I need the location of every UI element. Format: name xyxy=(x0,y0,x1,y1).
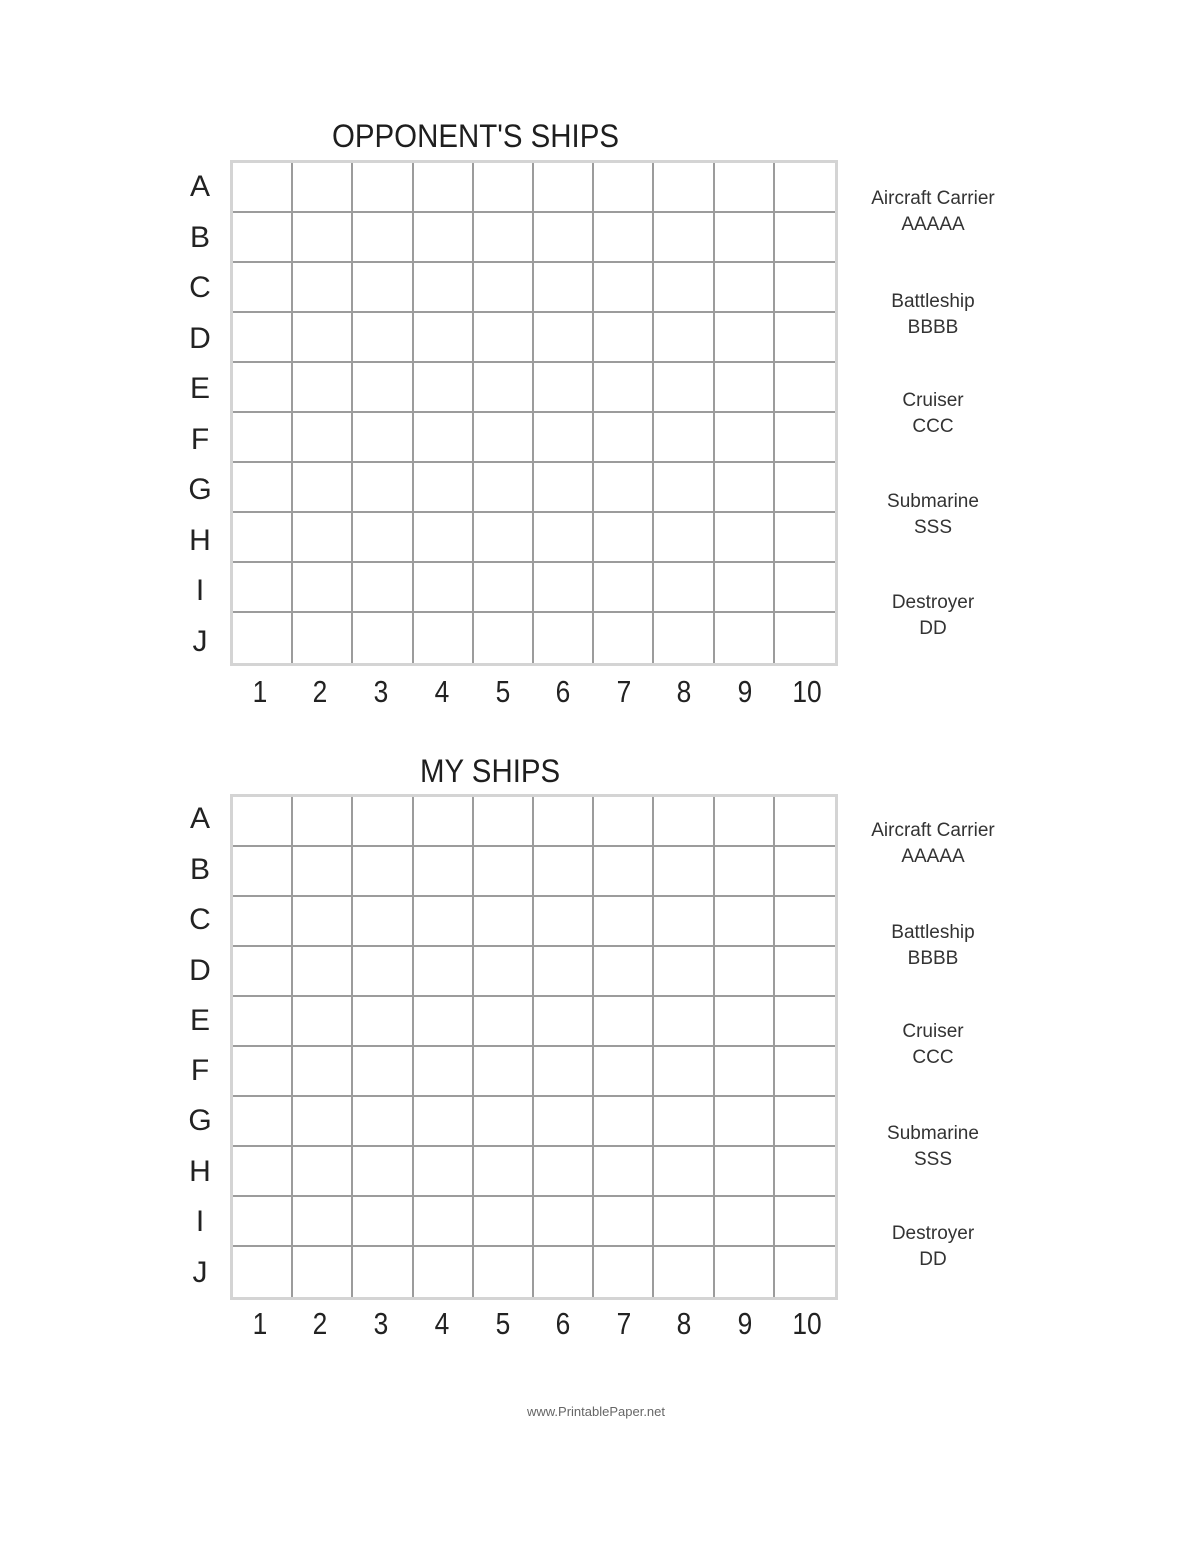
grid-cell-J8[interactable] xyxy=(654,1247,714,1297)
grid-cell-F3[interactable] xyxy=(353,413,413,463)
grid-cell-F7[interactable] xyxy=(594,413,654,463)
grid-cell-G5[interactable] xyxy=(474,1097,534,1147)
grid-cell-B8[interactable] xyxy=(654,213,714,263)
grid-cell-F8[interactable] xyxy=(654,1047,714,1097)
row-label: G xyxy=(188,473,212,506)
board-title: MY SHIPS xyxy=(420,753,561,789)
column-label: 1 xyxy=(252,674,268,709)
grid-cell-F6[interactable] xyxy=(534,1047,594,1097)
column-label: 3 xyxy=(373,674,389,709)
column-label: 10 xyxy=(792,674,822,709)
grid-cell-J7[interactable] xyxy=(594,1247,654,1297)
grid-cell-A10[interactable] xyxy=(775,163,835,213)
grid-cell-I3[interactable] xyxy=(353,563,413,613)
grid-cell-E6[interactable] xyxy=(534,997,594,1047)
ship-destroyer xyxy=(848,1221,1018,1273)
grid-cell-B3[interactable] xyxy=(353,213,413,263)
grid-cell-A1[interactable] xyxy=(233,163,293,213)
grid-cell-E3[interactable] xyxy=(353,363,413,413)
column-label: 5 xyxy=(495,674,511,709)
row-label: I xyxy=(195,574,205,607)
grid-cell-E7[interactable] xyxy=(594,997,654,1047)
grid-cell-C5[interactable] xyxy=(474,263,534,313)
grid-cell-J2[interactable] xyxy=(293,613,353,663)
grid-cell-I2[interactable] xyxy=(293,1197,353,1247)
grid-cell-E4[interactable] xyxy=(414,363,474,413)
grid-cell-J3[interactable] xyxy=(353,1247,413,1297)
ship-aircraft-carrier xyxy=(848,186,1018,238)
row-label: E xyxy=(189,372,210,405)
grid-cell-F1[interactable] xyxy=(233,413,293,463)
grid-cell-I6[interactable] xyxy=(534,563,594,613)
row-label: E xyxy=(189,1004,210,1037)
grid-cell-A6[interactable] xyxy=(534,797,594,847)
grid-cell-A6[interactable] xyxy=(534,163,594,213)
grid-cell-D9[interactable] xyxy=(715,313,775,363)
grid-cell-F5[interactable] xyxy=(474,1047,534,1097)
row-label: H xyxy=(189,1155,211,1188)
row-label: I xyxy=(195,1205,205,1238)
grid-cell-B8[interactable] xyxy=(654,847,714,897)
ship-code: CCC xyxy=(912,1047,954,1068)
grid-cell-C1[interactable] xyxy=(233,263,293,313)
column-label: 8 xyxy=(676,1306,692,1341)
grid-cell-H4[interactable] xyxy=(414,513,474,563)
grid-cell-B7[interactable] xyxy=(594,847,654,897)
grid-cell-F4[interactable] xyxy=(414,1047,474,1097)
grid-cell-G9[interactable] xyxy=(715,463,775,513)
grid-cell-C2[interactable] xyxy=(293,263,353,313)
grid-cell-B1[interactable] xyxy=(233,213,293,263)
ship-cruiser xyxy=(848,1019,1018,1071)
column-label: 7 xyxy=(616,674,632,709)
row-label: G xyxy=(188,1104,212,1137)
grid-cell-D1[interactable] xyxy=(233,313,293,363)
row-label: H xyxy=(189,524,211,557)
grid-cell-J4[interactable] xyxy=(414,1247,474,1297)
grid-cell-B1[interactable] xyxy=(233,847,293,897)
grid-cell-I10[interactable] xyxy=(775,563,835,613)
grid-cell-G10[interactable] xyxy=(775,463,835,513)
grid-cell-G2[interactable] xyxy=(293,1097,353,1147)
grid-cell-J4[interactable] xyxy=(414,613,474,663)
grid-cell-B4[interactable] xyxy=(414,847,474,897)
grid-cell-E5[interactable] xyxy=(474,997,534,1047)
grid-cell-A9[interactable] xyxy=(715,163,775,213)
grid-cell-D2[interactable] xyxy=(293,313,353,363)
grid-cell-J6[interactable] xyxy=(534,1247,594,1297)
grid-cell-H8[interactable] xyxy=(654,513,714,563)
grid-cell-C3[interactable] xyxy=(353,897,413,947)
grid-cell-I6[interactable] xyxy=(534,1197,594,1247)
row-label: B xyxy=(189,853,210,886)
grid-cell-E8[interactable] xyxy=(654,363,714,413)
ship-submarine xyxy=(848,1121,1018,1173)
grid-cell-A7[interactable] xyxy=(594,163,654,213)
grid-cell-H7[interactable] xyxy=(594,513,654,563)
ship-name: Aircraft Carrier xyxy=(871,820,995,841)
grid-cell-B9[interactable] xyxy=(715,213,775,263)
grid-cell-E1[interactable] xyxy=(233,363,293,413)
ship-code: CCC xyxy=(912,416,954,437)
grid-cell-C6[interactable] xyxy=(534,263,594,313)
grid-cell-B6[interactable] xyxy=(534,213,594,263)
grid-cell-G9[interactable] xyxy=(715,1097,775,1147)
grid-cell-J10[interactable] xyxy=(775,613,835,663)
column-labels xyxy=(230,1306,838,1346)
grid-cell-D5[interactable] xyxy=(474,313,534,363)
grid-cell-C4[interactable] xyxy=(414,897,474,947)
grid-cell-D2[interactable] xyxy=(293,947,353,997)
grid-cell-I7[interactable] xyxy=(594,563,654,613)
ship-aircraft-carrier xyxy=(848,818,1018,870)
grid-cell-J7[interactable] xyxy=(594,613,654,663)
grid-cell-H6[interactable] xyxy=(534,1147,594,1197)
grid-cell-A5[interactable] xyxy=(474,163,534,213)
grid-cell-D4[interactable] xyxy=(414,947,474,997)
grid-cell-F3[interactable] xyxy=(353,1047,413,1097)
grid-cell-H10[interactable] xyxy=(775,1147,835,1197)
ship-name: Submarine xyxy=(887,1123,979,1144)
grid-cell-E9[interactable] xyxy=(715,997,775,1047)
grid-cell-I8[interactable] xyxy=(654,1197,714,1247)
row-label: J xyxy=(192,1256,208,1289)
grid-cell-D3[interactable] xyxy=(353,947,413,997)
column-label: 9 xyxy=(737,1306,753,1341)
grid-cell-H1[interactable] xyxy=(233,1147,293,1197)
grid-cell-F2[interactable] xyxy=(293,413,353,463)
grid-cell-J9[interactable] xyxy=(715,1247,775,1297)
grid-cell-D4[interactable] xyxy=(414,313,474,363)
grid-cell-A2[interactable] xyxy=(293,163,353,213)
grid-cell-A7[interactable] xyxy=(594,797,654,847)
grid-cell-C1[interactable] xyxy=(233,897,293,947)
grid-cell-J9[interactable] xyxy=(715,613,775,663)
grid-cell-G3[interactable] xyxy=(353,1097,413,1147)
grid-cell-F10[interactable] xyxy=(775,1047,835,1097)
grid-cell-D9[interactable] xyxy=(715,947,775,997)
row-label: A xyxy=(189,802,210,835)
grid-cell-D1[interactable] xyxy=(233,947,293,997)
grid-cell-J5[interactable] xyxy=(474,1247,534,1297)
grid-cell-J6[interactable] xyxy=(534,613,594,663)
grid-cell-I1[interactable] xyxy=(233,563,293,613)
grid-cell-D8[interactable] xyxy=(654,947,714,997)
grid-cell-F10[interactable] xyxy=(775,413,835,463)
grid-cell-C2[interactable] xyxy=(293,897,353,947)
grid-cell-E6[interactable] xyxy=(534,363,594,413)
ship-battleship xyxy=(848,289,1018,341)
grid-cell-H10[interactable] xyxy=(775,513,835,563)
grid-cell-G7[interactable] xyxy=(594,1097,654,1147)
ship-code: BBBB xyxy=(907,317,959,338)
grid-cell-F9[interactable] xyxy=(715,413,775,463)
footer-url xyxy=(0,1404,1200,1419)
grid-cell-E10[interactable] xyxy=(775,363,835,413)
grid-cell-E4[interactable] xyxy=(414,997,474,1047)
grid-cell-D10[interactable] xyxy=(775,313,835,363)
opponent-grid[interactable] xyxy=(230,160,838,666)
grid-cell-D8[interactable] xyxy=(654,313,714,363)
row-label: D xyxy=(189,322,211,355)
column-label: 4 xyxy=(434,1306,450,1341)
grid-cell-A9[interactable] xyxy=(715,797,775,847)
column-label: 7 xyxy=(616,1306,632,1341)
grid-cell-I10[interactable] xyxy=(775,1197,835,1247)
ship-name: Battleship xyxy=(891,922,975,943)
grid-cell-A8[interactable] xyxy=(654,797,714,847)
grid-cell-B10[interactable] xyxy=(775,213,835,263)
grid-cell-F6[interactable] xyxy=(534,413,594,463)
grid-cell-E2[interactable] xyxy=(293,997,353,1047)
row-label: B xyxy=(189,221,210,254)
column-label: 9 xyxy=(737,674,753,709)
ship-name: Cruiser xyxy=(902,1021,964,1042)
ship-name: Destroyer xyxy=(891,592,975,613)
grid-cell-A3[interactable] xyxy=(353,163,413,213)
grid-cell-E7[interactable] xyxy=(594,363,654,413)
grid-cell-A2[interactable] xyxy=(293,797,353,847)
grid-cell-I2[interactable] xyxy=(293,563,353,613)
grid-cell-F9[interactable] xyxy=(715,1047,775,1097)
board-title: OPPONENT'S SHIPS xyxy=(332,118,619,154)
grid-cell-B6[interactable] xyxy=(534,847,594,897)
grid-cell-A4[interactable] xyxy=(414,797,474,847)
ship-name: Battleship xyxy=(891,291,975,312)
ship-name: Cruiser xyxy=(902,390,964,411)
column-label: 5 xyxy=(495,1306,511,1341)
grid-cell-H5[interactable] xyxy=(474,513,534,563)
grid-cell-A10[interactable] xyxy=(775,797,835,847)
grid-cell-C7[interactable] xyxy=(594,897,654,947)
grid-cell-G4[interactable] xyxy=(414,1097,474,1147)
grid-cell-G10[interactable] xyxy=(775,1097,835,1147)
grid-cell-C9[interactable] xyxy=(715,263,775,313)
grid-cell-G5[interactable] xyxy=(474,463,534,513)
ship-code: DD xyxy=(919,618,947,639)
grid-cell-B2[interactable] xyxy=(293,847,353,897)
grid-cell-C6[interactable] xyxy=(534,897,594,947)
row-label: F xyxy=(190,1054,210,1087)
grid-cell-B10[interactable] xyxy=(775,847,835,897)
grid-cell-G6[interactable] xyxy=(534,463,594,513)
grid-cell-E2[interactable] xyxy=(293,363,353,413)
row-label: C xyxy=(189,903,211,936)
grid-cell-H4[interactable] xyxy=(414,1147,474,1197)
grid-cell-I5[interactable] xyxy=(474,1197,534,1247)
grid-cell-C7[interactable] xyxy=(594,263,654,313)
grid-cell-G3[interactable] xyxy=(353,463,413,513)
ship-submarine xyxy=(848,489,1018,541)
grid-cell-H7[interactable] xyxy=(594,1147,654,1197)
grid-cell-H9[interactable] xyxy=(715,513,775,563)
my-grid[interactable] xyxy=(230,794,838,1300)
grid-cell-I7[interactable] xyxy=(594,1197,654,1247)
grid-cell-I4[interactable] xyxy=(414,563,474,613)
grid-cell-G1[interactable] xyxy=(233,463,293,513)
grid-cell-E1[interactable] xyxy=(233,997,293,1047)
grid-cell-H9[interactable] xyxy=(715,1147,775,1197)
ship-name: Destroyer xyxy=(891,1223,975,1244)
grid-cell-C10[interactable] xyxy=(775,263,835,313)
ship-battleship xyxy=(848,920,1018,972)
ship-code: DD xyxy=(919,1249,947,1270)
grid-cell-C3[interactable] xyxy=(353,263,413,313)
grid-cell-I3[interactable] xyxy=(353,1197,413,1247)
ship-code: AAAAA xyxy=(901,214,965,235)
grid-cell-C8[interactable] xyxy=(654,897,714,947)
ship-code: SSS xyxy=(913,517,953,538)
column-label: 4 xyxy=(434,674,450,709)
grid-cell-D3[interactable] xyxy=(353,313,413,363)
column-label: 10 xyxy=(792,1306,822,1341)
row-label: F xyxy=(190,423,210,456)
grid-cell-D5[interactable] xyxy=(474,947,534,997)
ship-cruiser xyxy=(848,388,1018,440)
grid-cell-I1[interactable] xyxy=(233,1197,293,1247)
grid-cell-J10[interactable] xyxy=(775,1247,835,1297)
grid-cell-B5[interactable] xyxy=(474,213,534,263)
grid-cell-C10[interactable] xyxy=(775,897,835,947)
grid-cell-A3[interactable] xyxy=(353,797,413,847)
grid-cell-J1[interactable] xyxy=(233,613,293,663)
grid-cell-F7[interactable] xyxy=(594,1047,654,1097)
grid-cell-A1[interactable] xyxy=(233,797,293,847)
column-label: 8 xyxy=(676,674,692,709)
grid-cell-F2[interactable] xyxy=(293,1047,353,1097)
grid-cell-H2[interactable] xyxy=(293,513,353,563)
grid-cell-J8[interactable] xyxy=(654,613,714,663)
grid-cell-I9[interactable] xyxy=(715,563,775,613)
grid-cell-G6[interactable] xyxy=(534,1097,594,1147)
grid-cell-D6[interactable] xyxy=(534,947,594,997)
column-labels xyxy=(230,674,838,714)
grid-cell-F8[interactable] xyxy=(654,413,714,463)
grid-cell-I4[interactable] xyxy=(414,1197,474,1247)
grid-cell-J1[interactable] xyxy=(233,1247,293,1297)
grid-cell-H3[interactable] xyxy=(353,1147,413,1197)
grid-cell-F4[interactable] xyxy=(414,413,474,463)
grid-cell-G8[interactable] xyxy=(654,1097,714,1147)
grid-cell-G4[interactable] xyxy=(414,463,474,513)
grid-cell-D7[interactable] xyxy=(594,947,654,997)
grid-cell-D6[interactable] xyxy=(534,313,594,363)
row-label: J xyxy=(192,625,208,658)
grid-cell-A8[interactable] xyxy=(654,163,714,213)
ship-destroyer xyxy=(848,590,1018,642)
ship-name: Aircraft Carrier xyxy=(871,188,995,209)
column-label: 2 xyxy=(312,1306,328,1341)
grid-cell-E3[interactable] xyxy=(353,997,413,1047)
grid-cell-B5[interactable] xyxy=(474,847,534,897)
ship-code: BBBB xyxy=(907,948,959,969)
row-label: A xyxy=(189,170,210,203)
grid-cell-E5[interactable] xyxy=(474,363,534,413)
grid-cell-G8[interactable] xyxy=(654,463,714,513)
column-label: 6 xyxy=(555,674,571,709)
column-label: 2 xyxy=(312,674,328,709)
grid-cell-E9[interactable] xyxy=(715,363,775,413)
grid-cell-J5[interactable] xyxy=(474,613,534,663)
grid-cell-F1[interactable] xyxy=(233,1047,293,1097)
column-label: 1 xyxy=(252,1306,268,1341)
grid-cell-E8[interactable] xyxy=(654,997,714,1047)
footer-text: www.PrintablePaper.net xyxy=(526,1404,666,1419)
grid-cell-D10[interactable] xyxy=(775,947,835,997)
grid-cell-H2[interactable] xyxy=(293,1147,353,1197)
grid-cell-A5[interactable] xyxy=(474,797,534,847)
grid-cell-I8[interactable] xyxy=(654,563,714,613)
row-label: C xyxy=(189,271,211,304)
row-label: D xyxy=(189,954,211,987)
grid-cell-B7[interactable] xyxy=(594,213,654,263)
grid-cell-I5[interactable] xyxy=(474,563,534,613)
grid-cell-J3[interactable] xyxy=(353,613,413,663)
grid-cell-H1[interactable] xyxy=(233,513,293,563)
grid-cell-I9[interactable] xyxy=(715,1197,775,1247)
grid-cell-C4[interactable] xyxy=(414,263,474,313)
grid-cell-G7[interactable] xyxy=(594,463,654,513)
grid-cell-C5[interactable] xyxy=(474,897,534,947)
grid-cell-B2[interactable] xyxy=(293,213,353,263)
ship-name: Submarine xyxy=(887,491,979,512)
grid-cell-F5[interactable] xyxy=(474,413,534,463)
grid-cell-J2[interactable] xyxy=(293,1247,353,1297)
column-label: 3 xyxy=(373,1306,389,1341)
ship-code: SSS xyxy=(913,1149,953,1170)
grid-cell-G2[interactable] xyxy=(293,463,353,513)
grid-cell-H3[interactable] xyxy=(353,513,413,563)
grid-cell-H8[interactable] xyxy=(654,1147,714,1197)
grid-cell-G1[interactable] xyxy=(233,1097,293,1147)
grid-cell-H6[interactable] xyxy=(534,513,594,563)
column-label: 6 xyxy=(555,1306,571,1341)
grid-cell-H5[interactable] xyxy=(474,1147,534,1197)
grid-cell-E10[interactable] xyxy=(775,997,835,1047)
grid-cell-A4[interactable] xyxy=(414,163,474,213)
grid-cell-C9[interactable] xyxy=(715,897,775,947)
ship-code: AAAAA xyxy=(901,846,965,867)
grid-cell-B4[interactable] xyxy=(414,213,474,263)
grid-cell-C8[interactable] xyxy=(654,263,714,313)
grid-cell-D7[interactable] xyxy=(594,313,654,363)
grid-cell-B9[interactable] xyxy=(715,847,775,897)
grid-cell-B3[interactable] xyxy=(353,847,413,897)
